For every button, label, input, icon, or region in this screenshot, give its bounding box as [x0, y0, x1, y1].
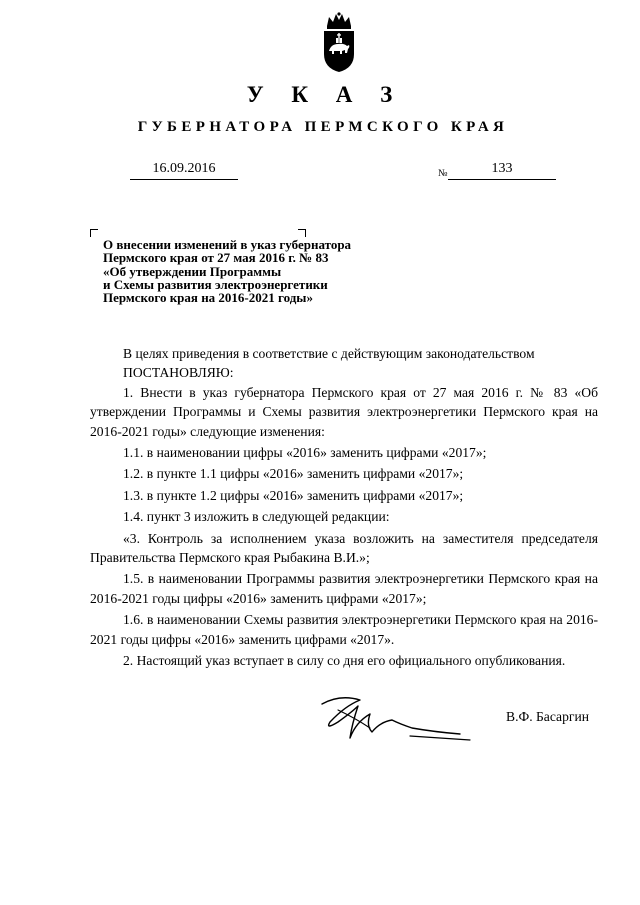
decree-number: 133: [448, 161, 556, 180]
heading-line: «Об утверждении Программы: [103, 263, 282, 279]
document-title: У К А З: [246, 82, 404, 107]
clause-1-4-quote: «3. Контроль за исполнением указа возложить на заместителя председателя Правительства Пермского края Рыбакина В.И.»;: [90, 530, 598, 566]
clause-1-5: 1.5. в наименовании Программы развития электроэнергетики Пермского края на 2016-2021 годы цифры «2016» заменить цифрами «2017»;: [90, 571, 598, 606]
intro-paragraph: В целях приведения в соответствие с действующим законодательством: [123, 346, 535, 361]
decree-body: [90, 344, 598, 671]
clause-1-2: 1.2. в пункте 1.1 цифры «2016» заменить цифрами «2017»;: [123, 466, 464, 482]
clause-1-4: 1.4. пункт 3 изложить в следующей редакции:: [123, 509, 390, 525]
heading-line: Пермского края на 2016-2021 годы»: [103, 290, 313, 306]
clause-1-6: 1.6. в наименовании Схемы развития электроэнергетики Пермского края на 2016-2021 годы цифры «2016» заменить цифрами «2017».: [90, 612, 598, 647]
decree-heading: [103, 238, 423, 304]
clause-2: 2. Настоящий указ вступает в силу со дня его официального опубликования.: [123, 653, 566, 669]
clause-1-1: 1.1. в наименовании цифры «2016» заменить цифрами «2017»;: [123, 445, 487, 461]
heading-line: и Схемы развития электроэнергетики: [103, 276, 328, 292]
document-subtitle: ГУБЕРНАТОРА ПЕРМСКОГО КРАЯ: [137, 119, 509, 135]
decree-date: 16.09.2016: [130, 161, 238, 180]
number-sign: №: [438, 168, 448, 179]
heading-line: Пермского края от 27 мая 2016 г. № 83: [103, 250, 329, 266]
clause-1-3: 1.3. в пункте 1.2 цифры «2016» заменить цифрами «2017»;: [123, 487, 464, 503]
heading-line: О внесении изменений в указ губернатора: [103, 237, 352, 252]
handwritten-signature: [300, 692, 490, 752]
heading-corner-right: [298, 229, 306, 237]
clause-1: 1. Внести в указ губернатора Пермского края от 27 мая 2016 г. № 83 «Об утверждении Программы и Схемы развития электроэнергетики Пермского края на 2016-2021 годы» следующие изменения:: [90, 384, 598, 439]
signer-name: В.Ф. Басаргин: [506, 709, 589, 724]
coat-of-arms-icon: [318, 12, 360, 74]
heading-corner-left: [90, 229, 98, 237]
resolve-word: ПОСТАНОВЛЯЮ:: [123, 365, 234, 381]
